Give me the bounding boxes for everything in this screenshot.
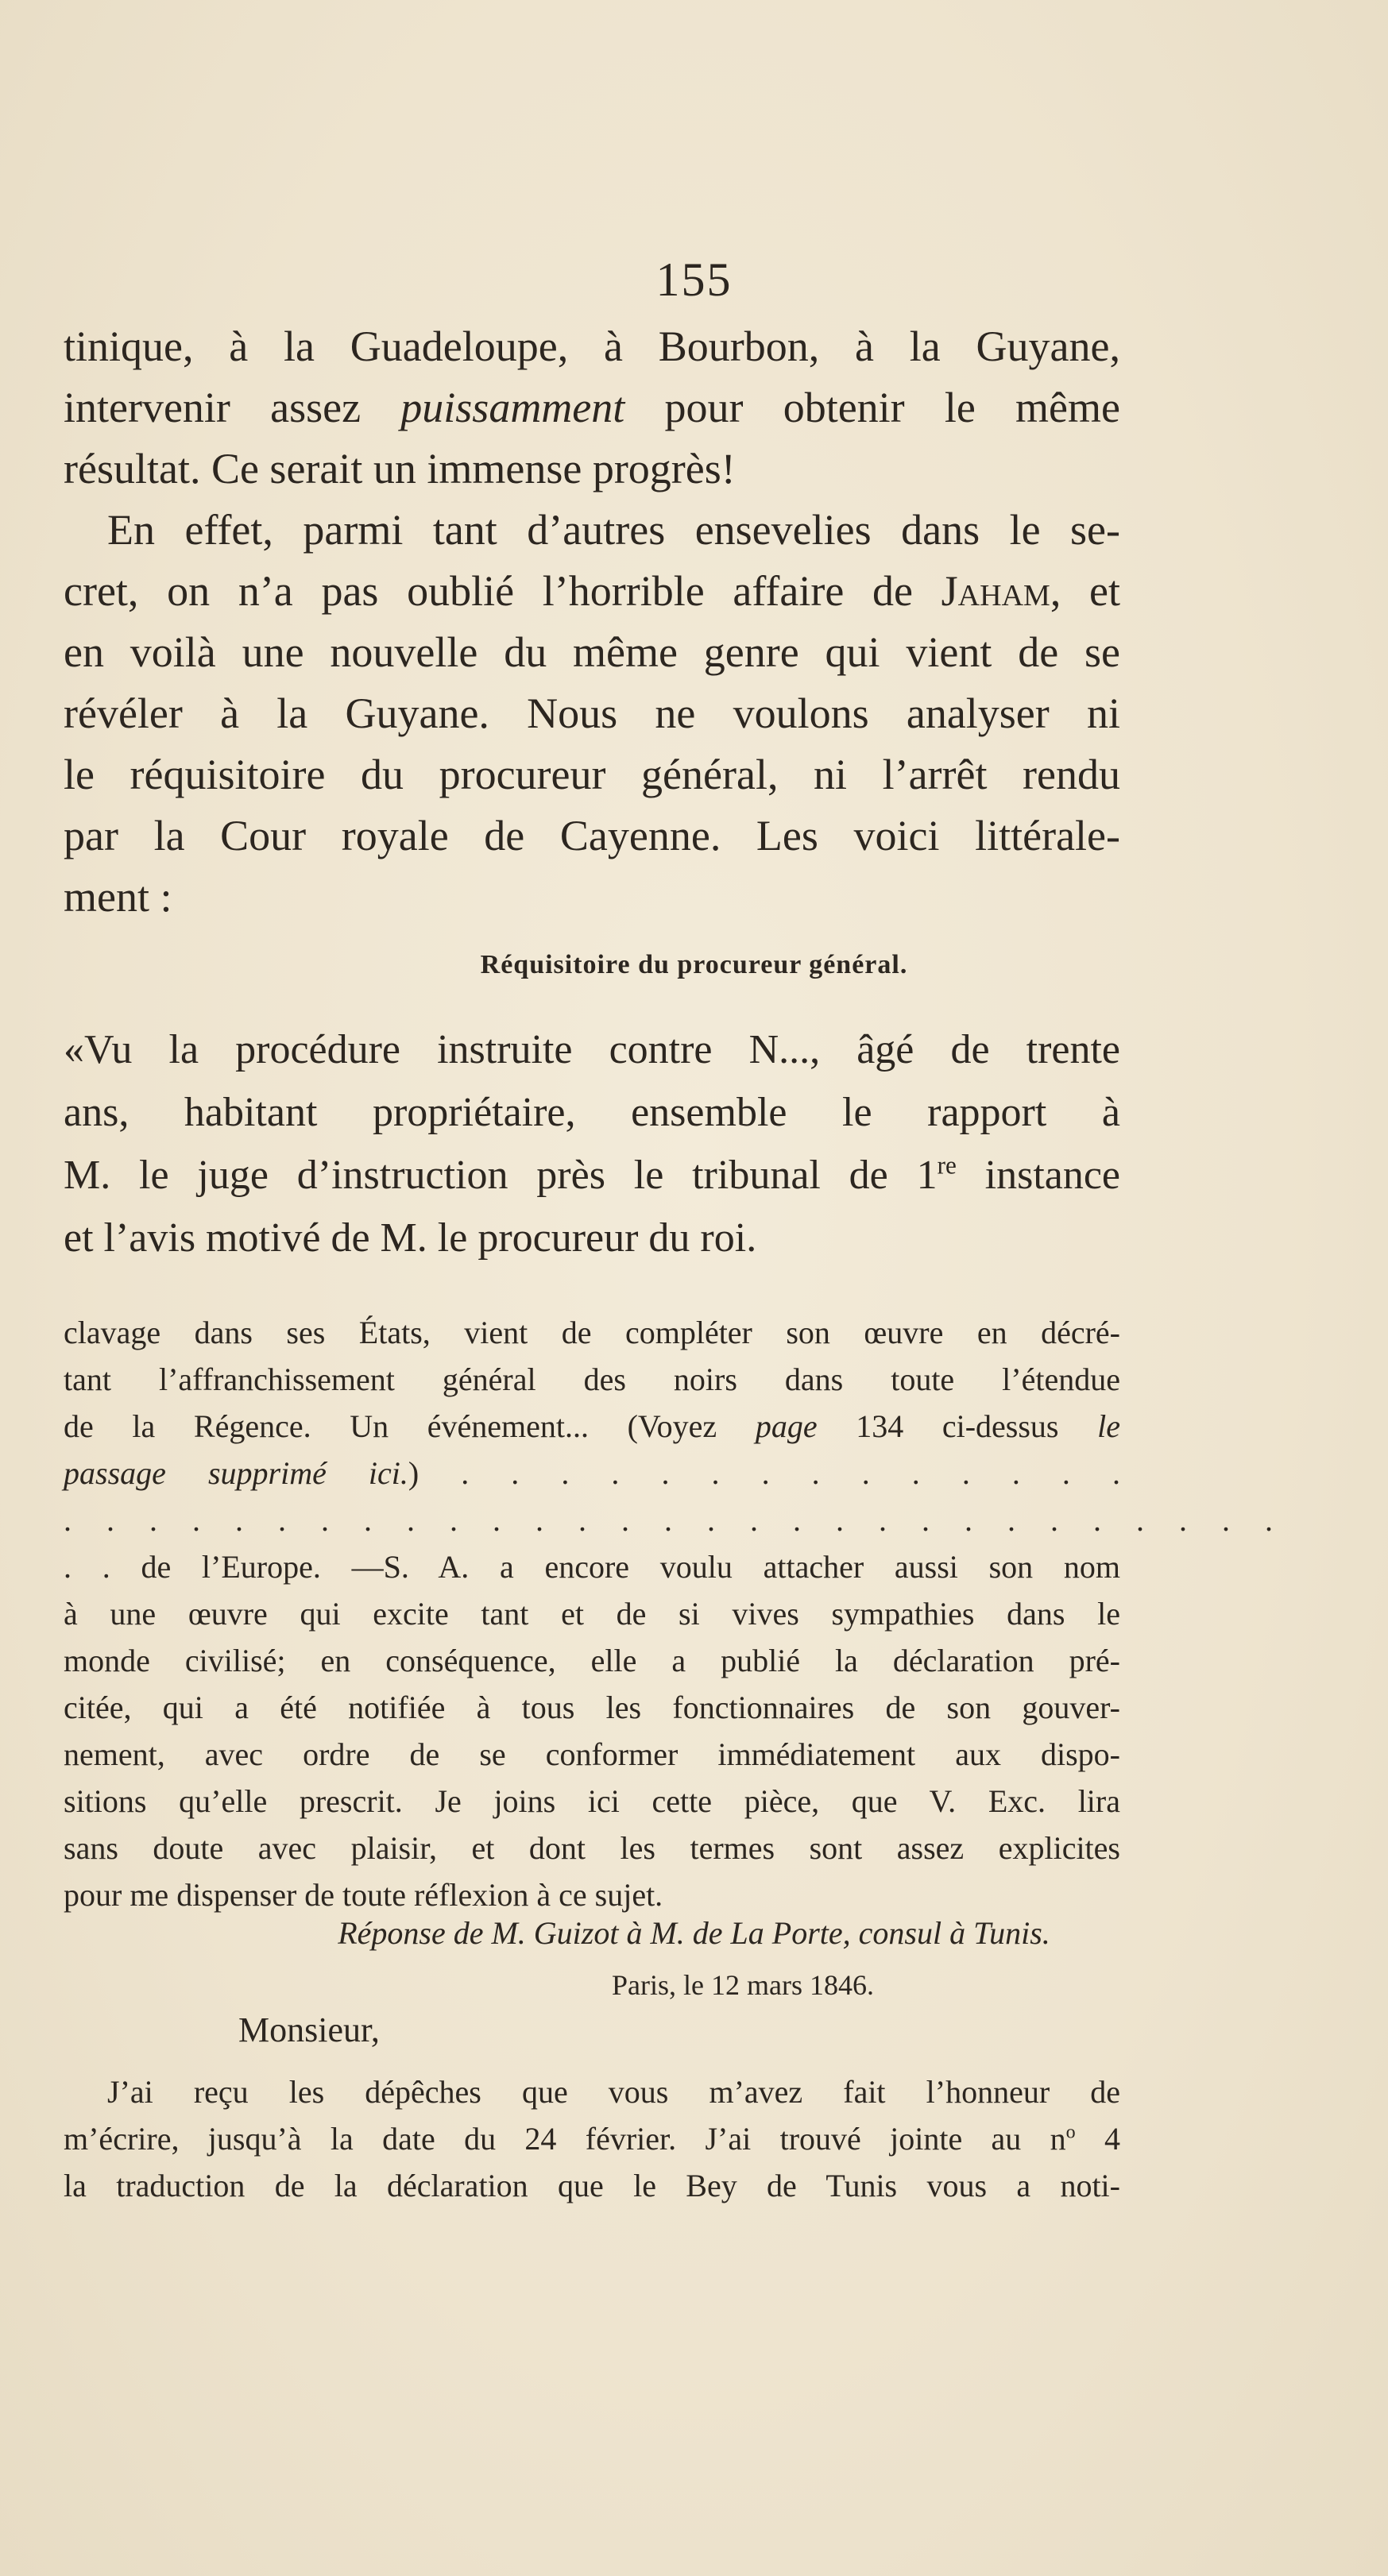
footnote-line-4: passage supprimé ici.) . . . . . . . . . . . . . . [64,1455,1120,1491]
footnote-line-12: sans doute avec plaisir, et dont les termes sont assez explicites [64,1830,1120,1866]
main-line-1: tinique, à la Guadeloupe, à Bourbon, à la Guyane, [64,322,1120,370]
emphasis-puissamment: puissamment [400,384,625,431]
main-line-7: révéler à la Guyane. Nous ne voulons analyser ni [64,689,1120,737]
footnote-line-6: . . de l’Europe. —S. A. a encore voulu attacher aussi son nom [64,1549,1120,1585]
page-number: 155 [655,253,733,306]
superscript-o: o [1065,2122,1076,2143]
footnote-line-1: clavage dans ses États, vient de compléter son œuvre en décré- [64,1315,1120,1350]
quote-line-2: ans, habitant propriétaire, ensemble le rapport à [64,1090,1120,1135]
main-line-10: ment : [64,873,172,921]
footnote-line-13: pour me dispenser de toute réflexion à ce sujet. [64,1877,663,1913]
quote-line-1: «Vu la procédure instruite contre N..., âgé de trente [64,1027,1120,1072]
footnote-line-3: de la Régence. Un événement... (Voyez page 134 ci-dessus le [64,1408,1120,1444]
letter-body [64,2068,1120,2209]
footnote-line-8: monde civilisé; en conséquence, elle a publié la déclaration pré- [64,1643,1120,1678]
letter-line-2: m’écrire, jusqu’à la date du 24 février. J’ai trouvé jointe au $n^o$ 4 [64,2121,1121,2157]
main-line-5: cret, on n’a pas oublié l’horrible affaire de Jaham, et [64,567,1120,615]
footnote-line-9: citée, qui a été notifiée à tous les fonctionnaires de son gouver- [64,1690,1120,1725]
footnote [64,1309,1286,1918]
main-line-2: intervenir assez puissamment pour obtenir le même [64,384,1120,431]
main-line-8: le réquisitoire du procureur général, ni l’arrêt rendu [64,751,1120,798]
main-line-3: résultat. Ce serait un immense progrès! [64,445,736,492]
letter-line-1: J’ai reçu les dépêches que vous m’avez fait l’honneur de [107,2074,1120,2110]
superscript-re: re [937,1151,957,1180]
footnote-line-2: tant l’affranchissement général des noirs dans toute l’étendue [64,1361,1120,1397]
letter-line-3: la traduction de la déclaration que le Bey de Tunis vous a noti- [64,2168,1120,2203]
reply-title: Réponse de M. Guizot à M. de La Porte, consul à Tunis. [338,1915,1050,1951]
quote-line-4: et l’avis motivé de M. le procureur du roi. [64,1215,757,1261]
section-heading: Réquisitoire du procureur général. [480,950,908,979]
ellipsis-row: . . . . . . . . . . . . . . . . . . . . . . . . . . . . . [64,1502,1286,1538]
main-text [64,316,1120,928]
requisitoire-quote [64,1018,1120,1269]
footnote-line-10: nement, avec ordre de se conformer immédiatement aux dispo- [64,1736,1120,1772]
main-line-6: en voilà une nouvelle du même genre qui vient de se [64,628,1120,676]
name-jaham: Jaham [941,567,1050,615]
dateline: Paris, le 12 mars 1846. [612,1969,874,2001]
footnote-line-11: sitions qu’elle prescrit. Je joins ici cette pièce, que V. Exc. lira [64,1783,1120,1819]
main-line-9: par la Cour royale de Cayenne. Les voici littérale- [64,812,1120,859]
salutation: Monsieur, [238,2010,380,2049]
quote-line-3: M. le juge d’instruction près le tribunal de 1re instance [64,1151,1121,1198]
footnote-line-7: à une œuvre qui excite tant et de si vives sympathies dans le [64,1596,1120,1632]
main-line-4: En effet, parmi tant d’autres ensevelies dans le se- [107,506,1120,554]
